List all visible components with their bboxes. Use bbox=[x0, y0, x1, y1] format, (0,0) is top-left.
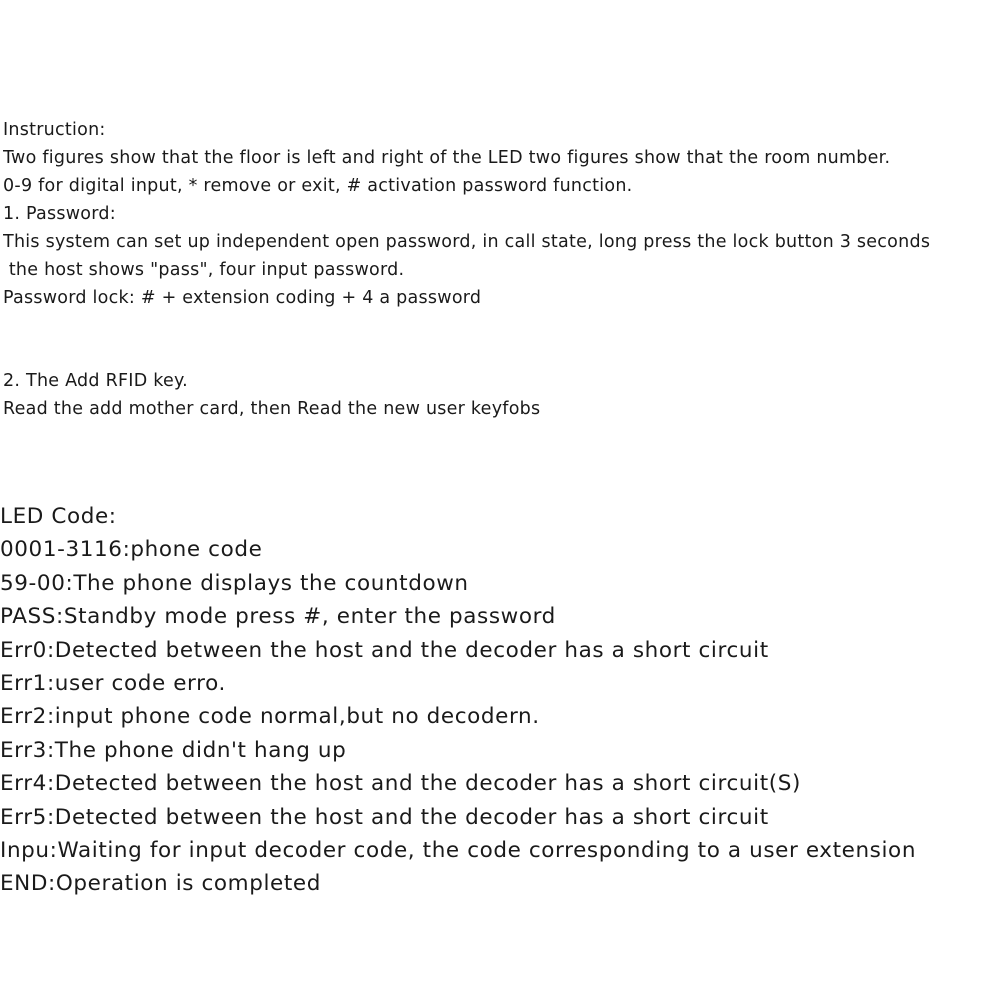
led-code-item: Err3:The phone didn't hang up bbox=[0, 737, 347, 763]
led-code-item: Err1:user code erro. bbox=[0, 671, 226, 697]
led-code-item: Err5:Detected between the host and the decoder has a short circuit bbox=[0, 804, 769, 830]
password-text-line: This system can set up independent open password, in call state, long press the lock button 3 seconds bbox=[3, 232, 931, 252]
led-code-heading: LED Code: bbox=[0, 504, 117, 529]
password-title: 1. Password: bbox=[3, 204, 116, 224]
password-lock-text: Password lock: # + extension coding + 4 a password bbox=[3, 288, 482, 308]
instruction-section bbox=[3, 116, 1000, 312]
rfid-title: 2. The Add RFID key. bbox=[3, 371, 188, 391]
instruction-keys-text: 0-9 for digital input, * remove or exit, # activation password function. bbox=[3, 176, 633, 196]
instruction-heading: Instruction: bbox=[3, 120, 106, 140]
instruction-floor-room-text: Two figures show that the floor is left and right of the LED two figures show that the room number. bbox=[3, 148, 891, 168]
led-code-item: Err0:Detected between the host and the decoder has a short circuit bbox=[0, 637, 769, 663]
password-text-line: the host shows "pass", four input password. bbox=[3, 260, 405, 280]
led-code-item: END:Operation is completed bbox=[0, 871, 321, 897]
led-code-item: 0001-3116:phone code bbox=[0, 537, 263, 563]
rfid-section bbox=[3, 367, 1000, 423]
led-code-item: PASS:Standby mode press #, enter the password bbox=[0, 604, 556, 630]
led-code-section bbox=[0, 500, 1000, 901]
led-code-item: Err2:input phone code normal,but no decodern. bbox=[0, 704, 540, 730]
rfid-text: Read the add mother card, then Read the new user keyfobs bbox=[3, 399, 541, 419]
led-code-item: 59-00:The phone displays the countdown bbox=[0, 570, 469, 596]
led-code-item: Err4:Detected between the host and the decoder has a short circuit(S) bbox=[0, 771, 801, 797]
led-code-item: Inpu:Waiting for input decoder code, the code corresponding to a user extension bbox=[0, 838, 917, 864]
